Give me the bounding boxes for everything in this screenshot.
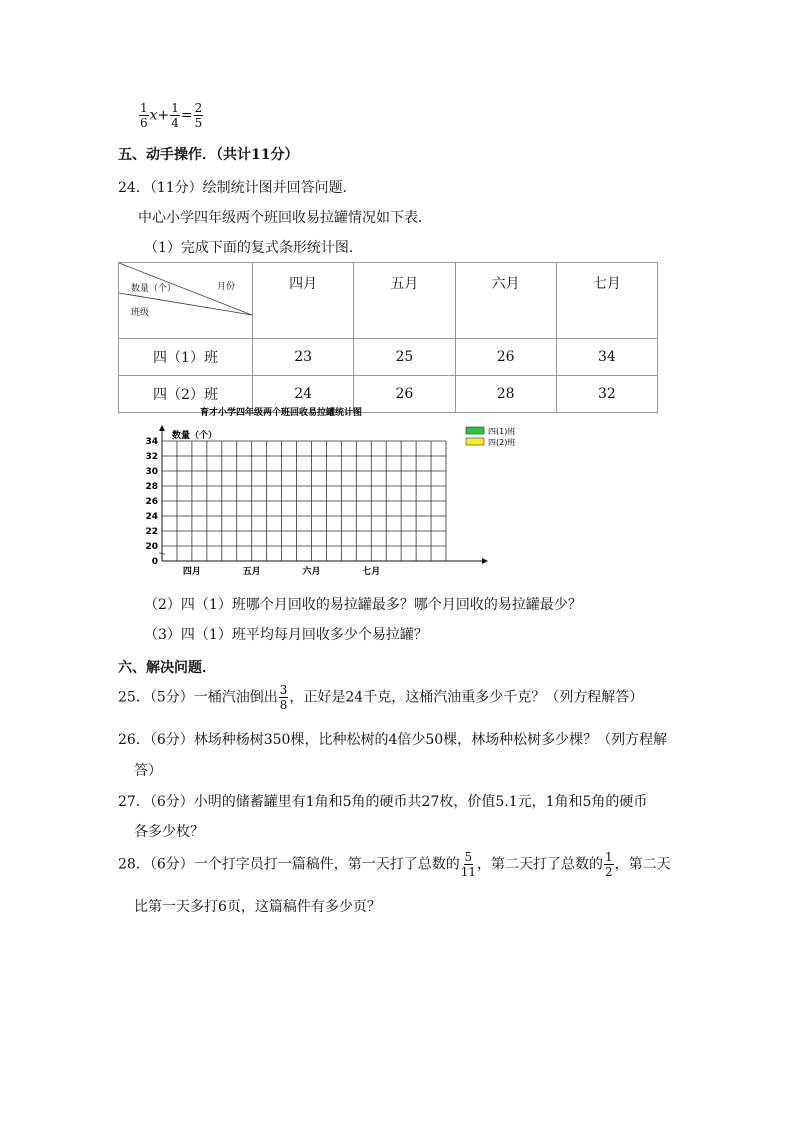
equation: $\frac{1}{6}$ x+ $\frac{1}{4}$ = $\frac{2}{5}$ xyxy=(140,101,203,130)
chart-title: 育才小学四年级两个班回收易拉罐统计图 xyxy=(200,408,363,418)
x-tick-label: 六月 xyxy=(302,567,321,577)
row-label: 四（2）班 xyxy=(119,376,253,413)
legend-label: 四(1)班 xyxy=(488,427,516,436)
table-header-month: 七月 xyxy=(556,263,657,339)
fraction: $\frac{3}{8}$ xyxy=(279,683,288,712)
question-27-cont: 各多少枚？ xyxy=(134,824,204,840)
table-header-month: 六月 xyxy=(455,263,556,339)
fraction: $\frac{5}{11}$ xyxy=(460,850,477,879)
fraction: $\frac{2}{5}$ xyxy=(194,101,203,130)
y-tick-label: 30 xyxy=(145,467,158,477)
x-tick-label: 四月 xyxy=(182,567,201,577)
table-header-month: 四月 xyxy=(253,263,354,339)
y-tick-label: 24 xyxy=(145,512,158,522)
table-cell: 26 xyxy=(354,376,455,413)
table-header-row xyxy=(119,263,658,339)
question-26: 26．（6分）林场种杨树350棵，比种松树的4倍少50棵，林场种松树多少棵？（列方程解 xyxy=(118,732,668,748)
table-cell: 25 xyxy=(354,339,455,376)
question-24-intro: 中心小学四年级两个班回收易拉罐情况如下表． xyxy=(138,210,432,226)
question-27: 27．（6分）小明的储蓄罐里有1角和5角的硬币共27枚，价值5.1元，1角和5角的硬币 xyxy=(118,794,648,810)
x-tick-label: 七月 xyxy=(362,567,381,577)
section-title: 五、动手操作．（共计11分） xyxy=(118,147,299,163)
fraction: $\frac{1}{2}$ xyxy=(605,850,613,879)
section-title: 六、解决问题． xyxy=(118,660,216,676)
y-tick-label: 0 xyxy=(151,557,158,567)
fraction: $\frac{1}{4}$ xyxy=(171,101,179,130)
y-tick-label: 32 xyxy=(145,452,158,462)
question-24-sub3: （3）四（1）班平均每月回收多少个易拉罐？ xyxy=(144,627,428,643)
corner-label-quantity: 数量（个） xyxy=(131,284,177,294)
y-tick-label: 28 xyxy=(145,482,158,492)
legend-swatch xyxy=(466,427,484,434)
table-cell: 26 xyxy=(455,339,556,376)
question-24-sub2: （2）四（1）班哪个月回收的易拉罐最多？哪个月回收的易拉罐最少？ xyxy=(144,597,582,613)
table-cell: 32 xyxy=(556,376,657,413)
x-axis-arrow xyxy=(482,558,488,564)
y-axis-label: 数量（个） xyxy=(172,431,218,441)
y-axis-arrow xyxy=(159,425,165,431)
legend-label: 四(2)班 xyxy=(488,438,516,447)
corner-label-month: 月份 xyxy=(217,282,236,292)
question-28-cont: 比第一天多打6页，这篇稿件有多少页？ xyxy=(134,899,381,915)
y-tick-label: 26 xyxy=(145,497,158,507)
legend-swatch xyxy=(466,438,484,445)
question-24-stem: 24．（11分）绘制统计图并回答问题． xyxy=(118,180,357,196)
question-25: 25．（5分）一桶汽油倒出 $\frac{3}{8}$ ，正好是24千克，这桶汽油重多少千克？（列方程解答） xyxy=(118,683,644,712)
y-tick-label: 22 xyxy=(145,527,158,537)
x-tick-label: 五月 xyxy=(242,567,261,577)
table-row xyxy=(119,339,658,376)
table-cell: 24 xyxy=(253,376,354,413)
table-cell: 34 xyxy=(556,339,657,376)
question-24-sub1: （1）完成下面的复式条形统计图． xyxy=(144,240,363,256)
bar-chart xyxy=(140,405,540,577)
y-tick-label: 20 xyxy=(145,542,158,552)
y-tick-label: 34 xyxy=(145,437,158,447)
question-28: 28．（6分）一个打字员打一篇稿件，第一天打了总数的 $\frac{5}{11}$ ，第二天打了总数的 $\frac{1}{2}$ ，第二天 xyxy=(118,850,671,879)
table-cell: 28 xyxy=(455,376,556,413)
data-table xyxy=(118,262,658,413)
row-label: 四（1）班 xyxy=(119,339,253,376)
fraction: $\frac{1}{6}$ xyxy=(140,101,148,130)
table-cell: 23 xyxy=(253,339,354,376)
corner-label-class: 班级 xyxy=(131,308,150,318)
table-header-month: 五月 xyxy=(354,263,455,339)
table-corner-cell xyxy=(119,263,253,339)
question-26-cont: 答） xyxy=(134,763,162,779)
